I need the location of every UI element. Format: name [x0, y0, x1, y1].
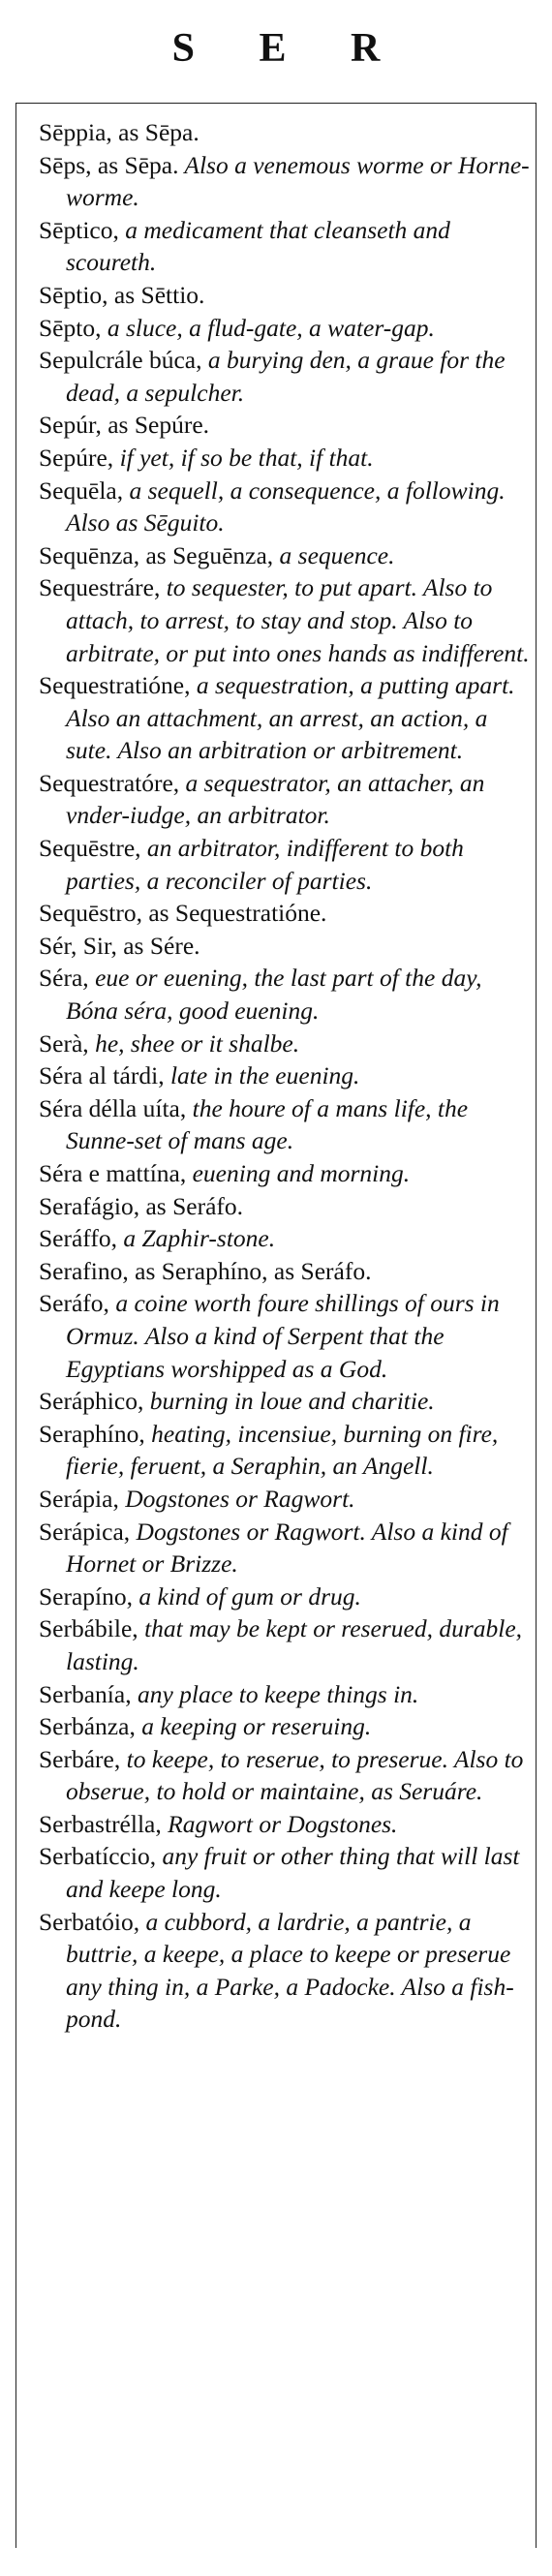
entry-headword: Sepulcrále búca,	[39, 346, 202, 375]
entry-headword: Serapíno,	[39, 1581, 134, 1610]
entry-headword: Sepúre,	[39, 443, 114, 472]
entry-headword: Sēptio, as Sēttio.	[39, 280, 205, 309]
entry-definition: a sluce, a flud-gate, a water-gap.	[101, 313, 435, 342]
dictionary-entry	[39, 1612, 533, 1677]
entry-definition: any place to keepe things in.	[131, 1679, 419, 1708]
entry-headword: Serbáre,	[39, 1744, 121, 1773]
page-header: S E R	[171, 26, 408, 71]
left-rule	[15, 103, 16, 2548]
entry-definition: a keeping or reseruing.	[135, 1712, 372, 1741]
entry-definition: a kind of gum or drug.	[133, 1581, 361, 1610]
entry-definition: Ragwort or Dogstones.	[161, 1809, 398, 1838]
dictionary-entry	[39, 832, 533, 897]
entry-definition: euening and morning.	[186, 1159, 411, 1187]
entry-headword: Serápia,	[39, 1484, 119, 1513]
entry-definition: Also a venemous worme or Horne-worme.	[66, 150, 530, 212]
entry-definition: Dogstones or Ragwort. Also a kind of Hornet or Brizze.	[66, 1517, 508, 1579]
dictionary-entry	[39, 116, 533, 149]
dictionary-entry	[39, 962, 533, 1027]
entry-list	[39, 116, 533, 2036]
dictionary-entry	[39, 1710, 533, 1743]
dictionary-entry	[39, 1190, 533, 1223]
entry-definition: heating, incensiue, burning on fire, fierie, feruent, a Seraphin, an Angell.	[66, 1419, 499, 1481]
entry-definition: a burying den, a graue for the dead, a sepulcher.	[66, 346, 506, 407]
dictionary-entry	[39, 539, 533, 572]
entry-headword: Seráfo,	[39, 1289, 109, 1318]
entry-headword: Serbastrélla,	[39, 1809, 162, 1838]
right-rule	[536, 103, 537, 2548]
entry-definition: any fruit or other thing that will last and keepe long.	[66, 1842, 520, 1904]
entry-headword: Sequestráre,	[39, 573, 161, 602]
entry-definition: if yet, if so be that, if that.	[113, 443, 374, 472]
dictionary-entry	[39, 1483, 533, 1516]
entry-definition: a sequestration, a putting apart. Also an attachment, an arrest, an action, a sute. Also an arbitration or arbitrement.	[66, 671, 515, 765]
dictionary-entry	[39, 214, 533, 279]
dictionary-entry	[39, 1743, 533, 1808]
dictionary-entry	[39, 442, 533, 475]
entry-headword: Séra al tárdi,	[39, 1061, 165, 1090]
entry-headword: Serbánza,	[39, 1712, 136, 1741]
dictionary-entry	[39, 149, 533, 214]
entry-headword: Serafino, as Seraphíno, as Seráfo.	[39, 1256, 372, 1285]
entry-definition: a sequence.	[273, 540, 395, 569]
dictionary-entry	[39, 344, 533, 409]
entry-headword: Sequestratóre,	[39, 768, 180, 797]
dictionary-entry	[39, 1027, 533, 1060]
entry-headword: Séra,	[39, 964, 89, 993]
entry-headword: Seráffo,	[39, 1224, 117, 1253]
entry-definition: a sequell, a consequence, a following. Also as Sēguito.	[66, 475, 506, 537]
entry-definition: Dogstones or Ragwort.	[118, 1484, 355, 1513]
dictionary-entry	[39, 1840, 533, 1905]
entry-definition: a coine worth foure shillings of ours in Ormuz. Also a kind of Serpent that the Egyptians worshipped as a God.	[66, 1289, 500, 1383]
entry-headword: Sequēnza, as Seguēnza,	[39, 540, 274, 569]
entry-headword: Sequēstre,	[39, 834, 141, 863]
entry-headword: Serbatóio,	[39, 1907, 140, 1936]
entry-headword: Serà,	[39, 1028, 89, 1058]
entry-definition: a Zaphir-stone.	[116, 1224, 276, 1253]
dictionary-entry	[39, 1808, 533, 1841]
dictionary-entry	[39, 897, 533, 930]
entry-definition: that may be kept or reserued, durable, lasting.	[66, 1614, 523, 1675]
entry-definition: late in the euening.	[164, 1061, 360, 1090]
dictionary-entry	[39, 1255, 533, 1288]
entry-headword: Sér, Sir, as Sére.	[39, 931, 200, 960]
dictionary-entry	[39, 1157, 533, 1190]
dictionary-entry	[39, 279, 533, 312]
dictionary-entry	[39, 475, 533, 539]
entry-headword: Sēppia, as Sēpa.	[39, 118, 199, 146]
entry-headword: Seraphíno,	[39, 1419, 145, 1448]
dictionary-entry	[39, 669, 533, 767]
entry-headword: Sequestratióne,	[39, 671, 191, 700]
dictionary-entry	[39, 571, 533, 669]
dictionary-entry	[39, 1385, 533, 1418]
entry-definition: eue or euening, the last part of the day, Bóna séra, good euening.	[66, 964, 482, 1026]
entry-definition: burning in loue and charitie.	[143, 1387, 435, 1416]
dictionary-entry	[39, 767, 533, 832]
entry-headword: Sequēla,	[39, 475, 124, 505]
entry-headword: Serbanía,	[39, 1679, 132, 1708]
entry-definition: he, shee or it shalbe.	[88, 1028, 300, 1058]
dictionary-entry	[39, 1222, 533, 1255]
entry-definition: an arbitrator, indifferent to both parties, a reconciler of parties.	[66, 834, 464, 895]
top-rule	[15, 103, 537, 104]
entry-headword: Serápica,	[39, 1517, 131, 1546]
entry-headword: Sēpto,	[39, 313, 102, 342]
dictionary-entry	[39, 1906, 533, 2036]
entry-definition: the houre of a mans life, the Sunne-set of mans age.	[66, 1093, 469, 1155]
dictionary-entry	[39, 409, 533, 442]
entry-definition: to sequester, to put apart. Also to attach, to arrest, to stay and stop. Also to arbitrate, or put into ones hands as indifferent.	[66, 573, 530, 667]
dictionary-entry	[39, 1092, 533, 1157]
dictionary-entry	[39, 1059, 533, 1092]
entry-headword: Sequēstro, as Sequestratióne.	[39, 899, 327, 928]
entry-headword: Sēps, as Sēpa.	[39, 150, 179, 179]
entry-definition: a cubbord, a lardrie, a pantrie, a buttrie, a keepe, a place to keepe or preserue any thing in, a Parke, a Padocke. Also a fish-pond.	[66, 1907, 514, 2034]
dictionary-entry	[39, 312, 533, 345]
entry-headword: Serbatíccio,	[39, 1842, 157, 1871]
entry-headword: Sepúr, as Sepúre.	[39, 411, 210, 440]
entry-headword: Séra délla uíta,	[39, 1093, 187, 1122]
dictionary-entry	[39, 1516, 533, 1580]
dictionary-entry	[39, 1678, 533, 1711]
entry-headword: Serbábile,	[39, 1614, 138, 1643]
entry-definition: a medicament that cleanseth and scoureth.	[66, 215, 450, 277]
entry-headword: Séra e mattína,	[39, 1159, 187, 1187]
entry-headword: Seráphico,	[39, 1387, 144, 1416]
dictionary-entry	[39, 1580, 533, 1613]
dictionary-entry	[39, 930, 533, 963]
entry-headword: Serafágio, as Seráfo.	[39, 1191, 243, 1220]
entry-definition: a sequestrator, an attacher, an vnder-iudge, an arbitrator.	[66, 768, 485, 830]
entry-definition: to keepe, to reserue, to preserue. Also to obserue, to hold or maintaine, as Seruáre.	[66, 1744, 524, 1806]
dictionary-entry	[39, 1287, 533, 1385]
dictionary-entry	[39, 1418, 533, 1483]
entry-headword: Sēptico,	[39, 215, 119, 244]
